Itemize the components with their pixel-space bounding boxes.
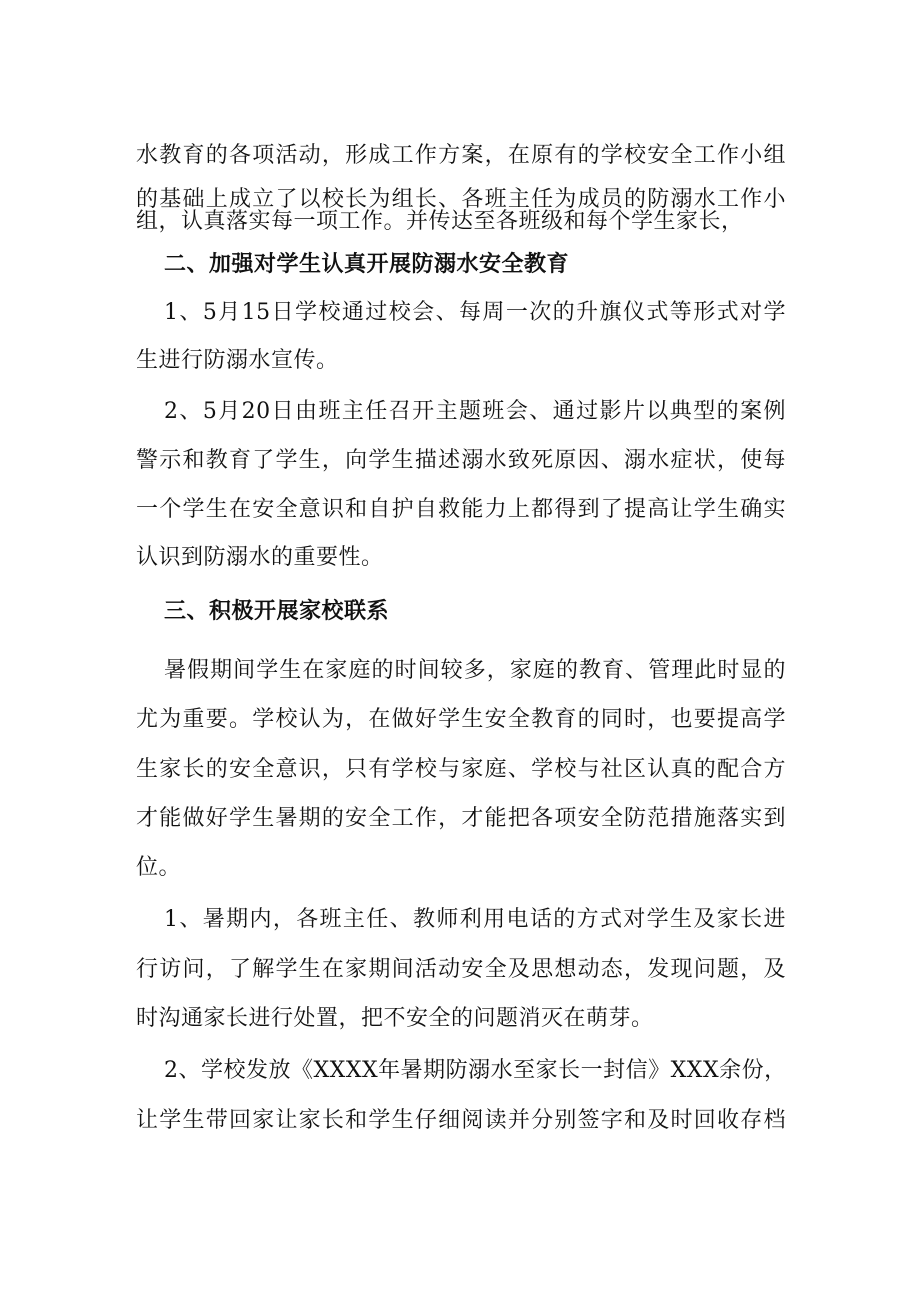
paragraph-line: 才能做好学生暑期的安全工作，才能把各项安全防范措施落实到 (136, 806, 786, 831)
paragraph-line: 一个学生在安全意识和自护自救能力上都得到了提高让学生确实 (136, 497, 786, 522)
paragraph-line: 1、5月15日学校通过校会、每周一次的升旗仪式等形式对学 (164, 300, 786, 325)
paragraph-line: 位。 (136, 855, 182, 880)
paragraph-line: 时沟通家长进行处置，把不安全的问题消灭在萌芽。 (136, 1006, 654, 1031)
paragraph-line: 让学生带回家让家长和学生仔细阅读并分别签字和及时回收存档 (136, 1108, 786, 1133)
paragraph-line: 认识到防溺水的重要性。 (136, 545, 384, 570)
paragraph-line: 警示和教育了学生，向学生描述溺水致死原因、溺水症状，使每 (136, 448, 786, 473)
section-heading-3: 三、积极开展家校联系 (164, 599, 390, 624)
paragraph-line: 组，认真落实每一项工作。并传达至各班级和每个学生家长， (136, 209, 744, 234)
paragraph-line: 行访问，了解学生在家期间活动安全及思想动态，发现问题，及 (136, 957, 786, 982)
paragraph-line: 尤为重要。学校认为，在做好学生安全教育的同时，也要提高学 (136, 707, 786, 732)
paragraph-line: 生进行防溺水宣传。 (136, 348, 339, 373)
paragraph-line: 2、5月20日由班主任召开主题班会、通过影片以典型的案例 (164, 399, 786, 424)
paragraph-line: 1、暑期内，各班主任、教师利用电话的方式对学生及家长进 (164, 907, 786, 932)
paragraph-line: 暑假期间学生在家庭的时间较多，家庭的教育、管理此时显的 (164, 658, 786, 683)
paragraph-line: 的基础上成立了以校长为组长、各班主任为成员的防溺水工作小 (136, 187, 786, 212)
paragraph-line: 水教育的各项活动，形成工作方案，在原有的学校安全工作小组 (136, 143, 786, 168)
paragraph-line: 生家长的安全意识，只有学校与家庭、学校与社区认真的配合方 (136, 757, 786, 782)
paragraph-line: 2、学校发放《XXXX年暑期防溺水至家长一封信》XXX余份， (164, 1058, 787, 1083)
section-heading-2: 二、加强对学生认真开展防溺水安全教育 (164, 252, 570, 277)
